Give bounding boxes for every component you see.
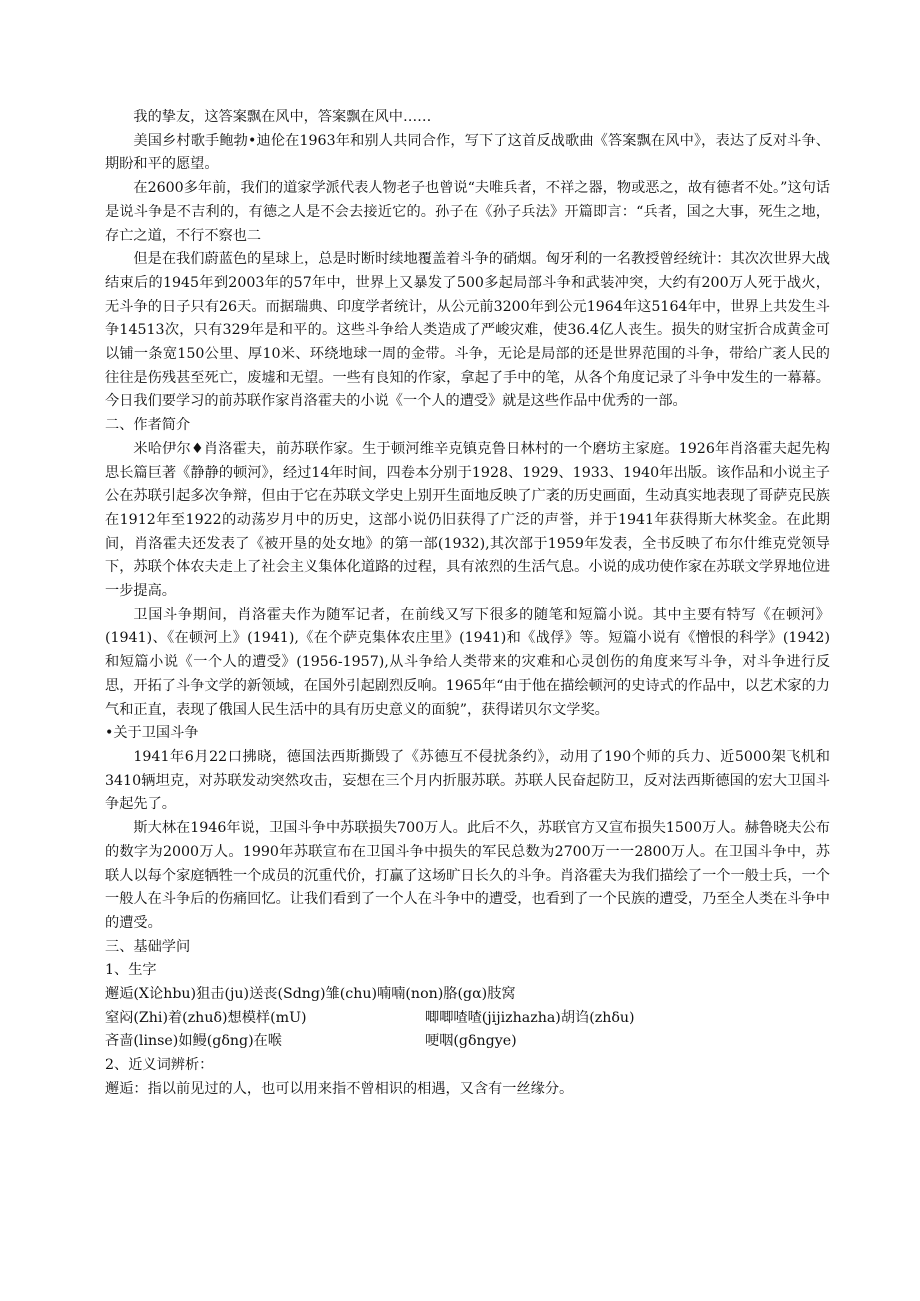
- section-heading-author: 二、作者简介: [105, 417, 191, 434]
- author-bio-paragraph: 米哈伊尔♦肖洛霍夫，前苏联作家。生于顿河维辛克镇克鲁日林村的一个磨坊主家庭。1926年肖洛霍夫起先构思长篇巨著《静静的顿河》，经过14年时间，四卷本分别于1928、1929、1933、1940年出版。该作品和小说主子公在苏联引起多次争辩，但由于它在苏联文学史上别开生面地反映了广袤的历史画面，生动真实地表现了哥萨克民族在1912年至1922的动荡岁月中的历史，这部小说仍旧获得了广泛的声誉，并于1941年获得斯大林奖金。在此期间，肖洛霍夫还发表了《被开垦的处女地》的第一部(1932),其次部于1959年发表，全书反映了布尔什维克党领导下，苏联个体农夫走上了社会主义集体化道路的过程，具有浓烈的生活气息。小说的成功使作家在苏联文学界地位进一步提高。: [105, 440, 830, 600]
- synonym-definition: 邂逅：指以前见过的人，也可以用来指不曾相识的相遇，又含有一丝缘分。: [105, 1080, 574, 1097]
- section-heading-basics: 三、基础学问: [105, 938, 191, 955]
- section-heading-war: •关于卫国斗争: [105, 725, 199, 742]
- vocab-row: [105, 1007, 830, 1031]
- lyric-line: 我的挚友，这答案飘在风中，答案飘在风中……: [133, 109, 432, 125]
- laozi-paragraph: 在2600多年前，我们的道家学派代表人物老子也曾说“夫唯兵者，不祥之器，物或恶之，故有德者不处。”这句话是说斗争是不吉利的，有德之人是不会去接近它的。孙子在《孙子兵法》开篇即言：“兵者，国之大事，死生之地，存亡之道，不行不察也二: [105, 180, 830, 244]
- author-works-paragraph: 卫国斗争期间，肖洛霍夫作为随军记者，在前线又写下很多的随笔和短篇小说。其中主要有特写《在顿河》(1941)、《在顿河上》(1941),《在个萨克集体农庄里》(1941)和《战俘》等。短篇小说有《憎恨的科学》(1942)和短篇小说《一个人的遭受》(1956-1957),从斗争给人类带来的灾难和心灵创伤的角度来写斗争，对斗争进行反思，开拓了斗争文学的新领域，在国外引起剧烈反响。1965年“由于他在描绘顿河的史诗式的作品中，以艺术家的力气和正直，表现了俄国人民生活中的具有历史意义的面貌”，获得诺贝尔文学奖。: [105, 606, 830, 718]
- document-page: [105, 106, 830, 1102]
- vocab-left: 吝啬(linse)如鳗(gδng)在喉: [105, 1033, 282, 1050]
- vocab-right: 哽咽(gδngye): [425, 1033, 517, 1050]
- vocab-row: [105, 1030, 830, 1054]
- vocab-line-1: 邂逅(X论hbu)狙击(ju)送丧(Sdng)雏(chu)喃喃(non)胳(gα)肢窝: [105, 986, 516, 1003]
- vocab-right: 唧唧喳喳(jijizhazha)胡诌(zhδu): [425, 1009, 635, 1026]
- intro-paragraph: 美国乡村歌手鲍勃•迪伦在1963年和别人共同合作，写下了这首反战歌曲《答案飘在风中》，表达了反对斗争、期盼和平的愿望。: [105, 132, 830, 173]
- vocab-left: 窒闷(Zhi)着(zhuδ)想模样(mU): [105, 1009, 307, 1026]
- war-losses-paragraph: 斯大林在1946年说，卫国斗争中苏联损失700万人。此后不久，苏联官方又宣布损失1500万人。赫鲁晓夫公布的数字为2000万人。1990年苏联宣布在卫国斗争中损失的军民总数为2700万一一2800万人。在卫国斗争中，苏联人以每个家庭牺牲一个成员的沉重代价，打赢了这场旷日长久的斗争。肖洛霍夫为我们描绘了一个一般士兵，一个一般人在斗争后的伤痛回忆。让我们看到了一个人在斗争中的遭受，也看到了一个民族的遭受，乃至全人类在斗争中的遭受。: [105, 820, 830, 931]
- subheading-characters: 1、生字: [105, 962, 157, 979]
- subheading-synonyms: 2、近义词辨析：: [105, 1057, 214, 1074]
- war-start-paragraph: 1941年6月22口拂晓，德国法西斯撕毁了《苏德互不侵扰条约》，动用了190个师的兵力、近5000架飞机和3410辆坦克，对苏联发动突然攻击，妄想在三个月内折服苏联。苏联人民奋起防卫，反对法西斯德国的宏大卫国斗争起先了。: [105, 748, 830, 813]
- war-statistics-paragraph: 但是在我们蔚蓝色的星球上，总是时断时续地覆盖着斗争的硝烟。匈牙利的一名教授曾经统计：其次次世界大战结束后的1945年到2003年的57年中，世界上又暴发了500多起局部斗争和武装冲突，大约有200万人死于战火，无斗争的日子只有26天。而据瑞典、印度学者统计，从公元前3200年到公元1964年这5164年中，世界上共发生斗争14513次，只有329年是和平的。这些斗争给人类造成了严峻灾难，使36.4亿人丧生。损失的财宝折合成黄金可以铺一条宽150公里、厚10米、环绕地球一周的金带。斗争，无论是局部的还是世界范围的斗争，带给广袤人民的往往是伤残甚至死亡，废墟和无望。一些有良知的作家，拿起了手中的笔，从各个角度记录了斗争中发生的一幕幕。今日我们要学习的前苏联作家肖洛霍夫的小说《一个人的遭受》就是这些作品中优秀的一部。: [105, 251, 830, 410]
